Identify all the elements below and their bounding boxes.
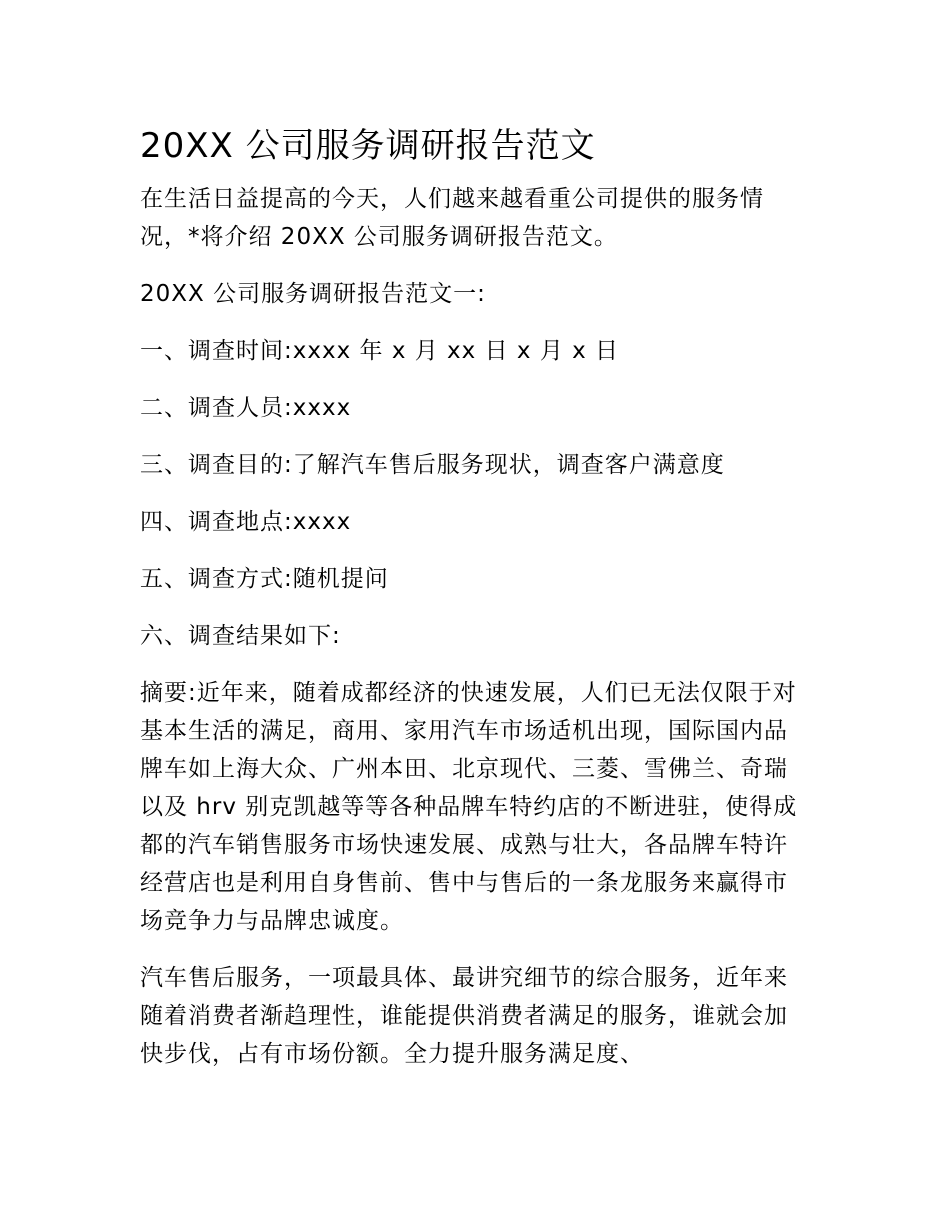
- abstract-paragraph: 摘要:近年来，随着成都经济的快速发展，人们已无法仅限于对基本生活的满足，商用、家用汽车市场适机出现，国际国内品牌车如上海大众、广州本田、北京现代、三菱、雪佛兰、奇瑞以及 hrv 别克凯越等等各种品牌车特约店的不断进驻，使得成都的汽车销售服务市场快速发展、成熟与壮大，各品牌车特许经营店也是利用自身售前、售中与售后的一条龙服务来赢得市场竞争力与品牌忠诚度。: [140, 680, 798, 934]
- survey-time-item: 一、调查时间:xxxx 年 x 月 xx 日 x 月 x 日: [140, 338, 620, 364]
- survey-location-item: 四、调查地点:xxxx: [140, 509, 352, 535]
- survey-purpose-item: 三、调查目的:了解汽车售后服务现状，调查客户满意度: [140, 452, 725, 478]
- body-paragraph: 汽车售后服务，一项最具体、最讲究细节的综合服务，近年来随着消费者渐趋理性，谁能提供消费者满足的服务，谁就会加快步伐，占有市场份额。全力提升服务满足度、: [140, 965, 788, 1067]
- survey-method-item: 五、调查方式:随机提问: [140, 566, 389, 592]
- section-heading: 20XX 公司服务调研报告范文一:: [140, 281, 486, 307]
- survey-results-item: 六、调查结果如下:: [140, 623, 341, 649]
- document-page: [140, 120, 805, 1092]
- intro-paragraph: 在生活日益提高的今天，人们越来越看重公司提供的服务情况，*将介绍 20XX 公司服务调研报告范文。: [140, 186, 764, 250]
- document-title: 20XX 公司服务调研报告范文: [140, 126, 596, 166]
- survey-staff-item: 二、调查人员:xxxx: [140, 395, 352, 421]
